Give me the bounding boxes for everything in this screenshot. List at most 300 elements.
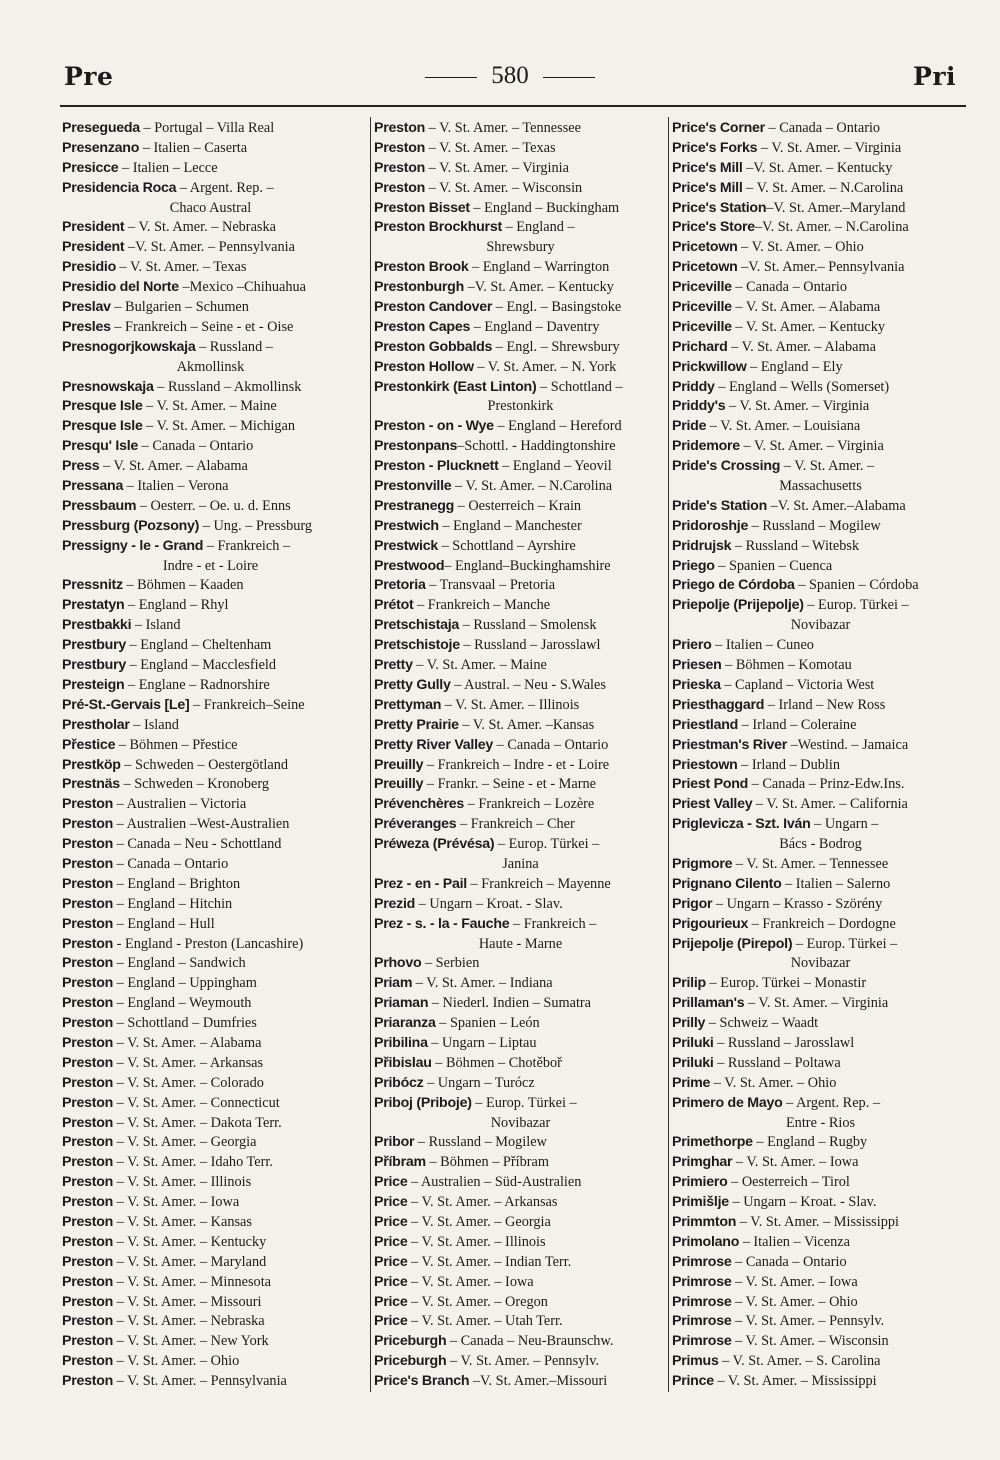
gazetteer-entry (62, 855, 359, 875)
entry-continuation-text: Chaco Austral (169, 199, 252, 216)
entry-headword: Price's Mill (672, 159, 743, 176)
gazetteer-entry (374, 199, 667, 219)
entry-location: – Russland – Poltawa (713, 1054, 841, 1071)
entry-headword: Presicce (62, 159, 119, 176)
entry-location: – Canada – Ontario (764, 120, 881, 136)
entry-location: – Ungarn – Kroat. - Slav. (415, 895, 563, 912)
entry-headword: Preston Brook (374, 259, 469, 276)
gazetteer-entry (672, 1014, 969, 1034)
entry-location: – V. St. Amer. – Alabama (731, 299, 881, 316)
entry-headword: Pribor (374, 1134, 415, 1151)
entry-headword: President (62, 219, 125, 236)
entry-location: – Frankreich – (203, 537, 291, 554)
entry-headword: Price (374, 1293, 408, 1310)
entry-continuation-text: Haute - Marne (478, 935, 563, 952)
entry-headword: Prévenchères (374, 796, 465, 813)
entry-location: – Austral. – Neu - S.Wales (450, 676, 606, 693)
entry-headword: Presles (62, 318, 111, 335)
entry-location: – Engl. – Shrewsbury (492, 338, 620, 355)
entry-headword: Preston (62, 1015, 114, 1032)
entry-location: – Ungarn – Liptau (427, 1034, 537, 1051)
entry-headword: Prestwick (374, 537, 438, 554)
gazetteer-entry (62, 1054, 359, 1074)
gazetteer-entry (374, 159, 667, 179)
entry-location: – Böhmen – Přestice (115, 736, 238, 753)
gazetteer-entry (672, 1233, 969, 1253)
entry-location: – England – Daventry (470, 318, 600, 335)
entry-continuation-text: Indre - et - Loire (162, 557, 259, 574)
entry-continuation (374, 397, 667, 417)
entry-headword: Priestland (672, 716, 739, 733)
gazetteer-entry (62, 1293, 359, 1313)
entry-headword: Presidio del Norte (62, 279, 179, 296)
gazetteer-entry (62, 636, 359, 656)
gazetteer-entry (672, 1153, 969, 1173)
entry-location: –Mexico –Chihuahua (178, 279, 306, 296)
gazetteer-entry (672, 1034, 969, 1054)
entry-headword: Presegueda (62, 120, 140, 136)
gazetteer-entry (374, 676, 667, 696)
entry-headword: Pretty (374, 657, 413, 674)
entry-location: – Spanien – León (435, 1015, 540, 1032)
gazetteer-entry (374, 218, 667, 238)
entry-location: – Russland – Jarosslawl (713, 1034, 855, 1051)
gazetteer-entry (374, 835, 667, 855)
gazetteer-entry (62, 159, 359, 179)
gazetteer-entry (62, 1332, 359, 1352)
gazetteer-entry (672, 437, 969, 457)
entry-continuation (672, 954, 969, 974)
gazetteer-entry (374, 417, 667, 437)
entry-headword: Prestonville (374, 478, 452, 495)
entry-headword: Pretty Prairie (374, 716, 459, 733)
entry-headword: Primrose (672, 1313, 732, 1330)
gazetteer-entry (374, 298, 667, 318)
entry-headword: Preston (62, 995, 114, 1012)
entry-headword: Prilly (672, 1015, 706, 1032)
entry-location: – Canada – Neu-Braunschw. (446, 1333, 614, 1350)
entry-headword: Prigourieux (672, 915, 749, 932)
gazetteer-entry (62, 477, 359, 497)
entry-location: – V. St. Amer. –Kansas (458, 716, 595, 733)
entry-headword: Preston (62, 975, 114, 992)
entry-headword: Prestnäs (62, 776, 120, 793)
gazetteer-entry (374, 1193, 667, 1213)
entry-location: – V. St. Amer. – N. York (473, 358, 617, 375)
entry-location: – V. St. Amer. – Kansas (113, 1213, 252, 1230)
entry-headword: Presque Isle (62, 418, 143, 435)
entry-headword: Priceville (672, 318, 732, 335)
gazetteer-entry (672, 378, 969, 398)
entry-headword: Preston (62, 1333, 114, 1350)
entry-continuation (62, 557, 359, 577)
entry-location: – V. St. Amer. – Dakota Terr. (113, 1114, 282, 1131)
gazetteer-entry (672, 537, 969, 557)
gazetteer-entry (374, 775, 667, 795)
entry-headword: Preston (62, 1233, 114, 1250)
entry-location: – Engl. – Basingstoke (492, 299, 622, 316)
entry-headword: Prime (672, 1074, 711, 1091)
entry-headword: Prijepolje (Pirepol) (672, 935, 793, 952)
entry-headword: Priaman (374, 995, 429, 1012)
entry-location: – Bulgarien – Schumen (110, 299, 249, 316)
column-2-entries (371, 117, 667, 1392)
entry-location: – Russland – Mogilew (414, 1134, 547, 1151)
gazetteer-entry (62, 835, 359, 855)
entry-headword: Priceville (672, 299, 732, 316)
entry-headword: Presnogorjkowskaja (62, 338, 196, 355)
entry-location: – Europ. Türkei – (494, 836, 600, 853)
entry-headword: Priestman's River (672, 736, 788, 753)
entry-continuation-text: Entre - Rios (785, 1114, 856, 1131)
entry-location: – Frankreich – Manche (413, 597, 551, 614)
entry-location: – V. St. Amer. – (780, 458, 875, 475)
entry-location: – V. St. Amer. – Utah Terr. (407, 1313, 563, 1330)
gazetteer-entry (374, 557, 667, 577)
entry-headword: Prillaman's (672, 995, 745, 1012)
entry-location: – Italien – Salerno (781, 875, 891, 892)
entry-location: – V. St. Amer. – Virginia (757, 139, 902, 156)
entry-headword: Prestköp (62, 756, 121, 773)
entry-location: – England – Manchester (438, 517, 582, 534)
gazetteer-entry (672, 736, 969, 756)
entry-location: – England – Hereford (493, 418, 622, 435)
column-3 (668, 117, 969, 1392)
entry-headword: Price (374, 1194, 408, 1211)
entry-continuation-text: Prestonkirk (487, 398, 554, 415)
gazetteer-entry (672, 557, 969, 577)
entry-location: – V. St. Amer. – Ohio (737, 239, 864, 256)
entry-headword: Preston Candover (374, 299, 493, 316)
entry-location: – Ungarn – Kroat. - Slav. (728, 1194, 877, 1211)
gazetteer-entry (672, 994, 969, 1014)
entry-location: – V. St. Amer. – Pennsylv. (446, 1353, 600, 1370)
entry-headword: Price (374, 1313, 408, 1330)
entry-headword: Price (374, 1273, 408, 1290)
gazetteer-entry (374, 1372, 667, 1392)
gazetteer-entry (62, 537, 359, 557)
gazetteer-entry (672, 756, 969, 776)
entry-headword: Primrose (672, 1293, 732, 1310)
entry-location: – Frankr. – Seine - et - Marne (423, 776, 596, 793)
gazetteer-entry (62, 1034, 359, 1054)
gazetteer-entry (62, 656, 359, 676)
entry-headword: Preston (62, 1213, 114, 1230)
gazetteer-entry (374, 1213, 667, 1233)
gazetteer-entry (62, 139, 359, 159)
gazetteer-entry (672, 218, 969, 238)
entry-headword: Priluki (672, 1034, 714, 1051)
entry-location: – England – Brighton (113, 875, 241, 892)
gazetteer-entry (62, 179, 359, 199)
entry-location: – England – Rhyl (124, 597, 229, 614)
entry-headword: Prestwood (374, 557, 445, 574)
entry-headword: Pretty River Valley (374, 736, 494, 753)
entry-location: – V. St. Amer. – Ohio (731, 1293, 858, 1310)
entry-location: – Canada – Ontario (113, 855, 229, 872)
gazetteer-entry (62, 417, 359, 437)
entry-location: – Argent. Rep. – (176, 179, 274, 196)
gazetteer-entry (374, 1153, 667, 1173)
entry-headword: Preston (62, 1313, 114, 1330)
gazetteer-entry (62, 1312, 359, 1332)
entry-headword: Pretty Gully (374, 676, 451, 693)
entry-location: – Europ. Türkei – (803, 597, 909, 614)
entry-location: – Ungarn – Turócz (423, 1074, 535, 1091)
entry-location: – Schottland – (536, 378, 623, 395)
entry-location: – Europ. Türkei – (792, 935, 898, 952)
entry-location: – Niederl. Indien – Sumatra (428, 995, 592, 1012)
entry-location: – V. St. Amer. – Missouri (113, 1293, 262, 1310)
gazetteer-entry (672, 1133, 969, 1153)
entry-location: – England – Buckingham (469, 199, 620, 216)
entry-location: – Böhmen – Komotau (721, 657, 852, 674)
entry-location: – Schweden – Oestergötland (120, 756, 289, 773)
entry-headword: Pré-St.-Gervais [Le] (62, 696, 190, 713)
gazetteer-entry (62, 1233, 359, 1253)
entry-location: – V. St. Amer. – Louisiana (706, 418, 861, 435)
entry-headword: Prickwillow (672, 358, 747, 375)
column-1-entries (62, 119, 359, 1392)
entry-headword: Preston Capes (374, 318, 471, 335)
gazetteer-entry (672, 696, 969, 716)
gazetteer-entry (62, 437, 359, 457)
entry-headword: Priego (672, 557, 715, 574)
entry-headword: Preston (62, 955, 114, 972)
entry-location: – Ungarn – Krasso - Szörény (712, 895, 883, 912)
entry-location: – V. St. Amer. – Illinois (441, 696, 580, 713)
entry-headword: Priego de Córdoba (672, 577, 795, 594)
entry-location: – England – (501, 219, 575, 236)
entry-headword: President (62, 239, 125, 256)
gazetteer-entry (374, 1332, 667, 1352)
entry-headword: Prestholar (62, 716, 130, 733)
gazetteer-entry (672, 656, 969, 676)
entry-headword: Preston (62, 875, 114, 892)
gazetteer-entry (672, 1273, 969, 1293)
gazetteer-entry (672, 1074, 969, 1094)
gazetteer-entry (672, 716, 969, 736)
entry-headword: Primus (672, 1353, 719, 1370)
gazetteer-entry (374, 1034, 667, 1054)
entry-location: – V. St. Amer. – Tennessee (425, 120, 581, 136)
entry-location: – V. St. Amer. – Kentucky (113, 1233, 267, 1250)
entry-location: – V. St. Amer. – Oregon (407, 1293, 548, 1310)
gazetteer-entry (374, 915, 667, 935)
entry-headword: Pride's Station (672, 497, 768, 514)
entry-headword: Pridoroshje (672, 517, 749, 534)
gazetteer-entry (62, 1114, 359, 1134)
gazetteer-entry (374, 497, 667, 517)
gazetteer-entry (672, 1312, 969, 1332)
gazetteer-entry (62, 1352, 359, 1372)
entry-headword: Priddy's (672, 398, 726, 415)
entry-headword: Priestown (672, 756, 738, 773)
gazetteer-entry (672, 775, 969, 795)
entry-location: – Russland – Smolensk (459, 617, 597, 634)
gazetteer-entry (672, 815, 969, 835)
entry-location: – England – Wells (Somerset) (714, 378, 890, 395)
gazetteer-entry (62, 815, 359, 835)
entry-headword: Prestonpans (374, 438, 458, 455)
gazetteer-entry (374, 278, 667, 298)
entry-location: – Englane – Radnorshire (124, 676, 270, 693)
entry-location: – V. St. Amer. – Indian Terr. (407, 1253, 572, 1270)
entry-continuation (62, 199, 359, 219)
gazetteer-entry (672, 179, 969, 199)
entry-headword: Pride's Crossing (672, 458, 781, 475)
gazetteer-entry (62, 775, 359, 795)
entry-headword: Preston (62, 1034, 114, 1051)
entry-headword: Preston (62, 1134, 114, 1151)
gazetteer-entry (62, 258, 359, 278)
entry-headword: Price's Forks (672, 139, 758, 156)
gazetteer-entry (374, 954, 667, 974)
entry-headword: Primolano (672, 1233, 740, 1250)
entry-headword: Preston (62, 1194, 114, 1211)
gazetteer-entry (374, 716, 667, 736)
gazetteer-entry (672, 915, 969, 935)
gazetteer-entry (672, 935, 969, 955)
entry-headword: Preston (62, 1353, 114, 1370)
entry-headword: Preston (62, 935, 114, 952)
gazetteer-entry (374, 119, 667, 139)
gazetteer-entry (374, 636, 667, 656)
gazetteer-entry (62, 1014, 359, 1034)
entry-headword: Preston (62, 1154, 114, 1171)
gazetteer-entry (672, 636, 969, 656)
gazetteer-entry (62, 696, 359, 716)
entry-location: – Russland – Akmollinsk (153, 378, 302, 395)
gazetteer-entry (672, 1293, 969, 1313)
gazetteer-entry (672, 895, 969, 915)
entry-location: – Schottland – Dumfries (113, 1015, 257, 1032)
entry-location: – Russland – (195, 338, 273, 355)
entry-location: – V. St. Amer. – Ohio (113, 1353, 240, 1370)
entry-location: –V. St. Amer. – Kentucky (464, 279, 614, 296)
entry-headword: Prilip (672, 975, 706, 992)
entry-location: – V. St. Amer. – Iowa (407, 1273, 534, 1290)
entry-location: –V. St. Amer.–Maryland (766, 199, 906, 216)
entry-headword: Preston (62, 836, 114, 853)
gazetteer-entry (374, 1094, 667, 1114)
entry-continuation (374, 1114, 667, 1134)
entry-headword: Pribilina (374, 1034, 428, 1051)
entry-headword: Prettyman (374, 696, 442, 713)
entry-headword: Preston (374, 159, 426, 176)
entry-headword: Priboj (Priboje) (374, 1094, 472, 1111)
gazetteer-entry (62, 616, 359, 636)
entry-location: – England – Hitchin (113, 895, 233, 912)
entry-headword: Preston (62, 796, 114, 813)
entry-headword: Presteign (62, 676, 125, 693)
entry-headword: Prestonburgh (374, 279, 465, 296)
entry-location: – Frankreich–Seine (189, 696, 305, 713)
entry-location: – Spanien – Cuenca (714, 557, 833, 574)
entry-location: – V. St. Amer. – Pennsylv. (731, 1313, 885, 1330)
gazetteer-entry (672, 397, 969, 417)
entry-location: – V. St. Amer. – Illinois (407, 1233, 546, 1250)
entry-location: – V. St. Amer. – Colorado (113, 1074, 264, 1091)
entry-location: – Canada – Prinz-Edw.Ins. (748, 776, 905, 793)
entry-continuation-text: Akmollinsk (176, 358, 245, 375)
entry-location: – Italien – Vicenza (739, 1233, 850, 1250)
entry-location: – V. St. Amer. – California (752, 796, 908, 813)
entry-headword: Pricetown (672, 259, 738, 276)
entry-headword: Priest Valley (672, 796, 753, 813)
entry-headword: Price's Corner (672, 120, 765, 136)
gazetteer-entry (374, 736, 667, 756)
gazetteer-entry (374, 696, 667, 716)
entry-location: – Italien – Lecce (118, 159, 218, 176)
entry-headword: Primero de Mayo (672, 1094, 783, 1111)
entry-location: – England–Buckinghamshire (444, 557, 611, 574)
column-1 (62, 119, 359, 1389)
entry-location: – England – Sandwich (113, 955, 246, 972)
entry-location: – Australien – Victoria (113, 796, 247, 813)
header-rule (60, 105, 966, 107)
entry-headword: Priaranza (374, 1015, 436, 1032)
entry-location: – Schweiz – Waadt (705, 1015, 819, 1032)
entry-location: – Australien – Süd-Australien (407, 1174, 582, 1191)
entry-location: – V. St. Amer. – Michigan (142, 418, 295, 435)
gazetteer-entry (672, 318, 969, 338)
gazetteer-entry (62, 318, 359, 338)
gazetteer-entry (62, 278, 359, 298)
header-dash-right (543, 77, 595, 78)
gazetteer-entry (672, 576, 969, 596)
entry-location: – V. St. Amer. – Georgia (407, 1213, 551, 1230)
gazetteer-entry (672, 1352, 969, 1372)
entry-location: – V. St. Amer. – Virginia (739, 438, 884, 455)
entry-headword: Prezid (374, 895, 416, 912)
entry-headword: Preston (62, 1054, 114, 1071)
gazetteer-entry (672, 875, 969, 895)
entry-location: – Irland – New Ross (764, 696, 886, 713)
entry-headword: Priesthaggard (672, 696, 765, 713)
entry-location: – Ung. – Pressburg (199, 517, 313, 534)
gazetteer-entry (62, 378, 359, 398)
entry-headword: Prez - s. - la - Fauche (374, 915, 510, 932)
entry-headword: Pretschistaja (374, 617, 460, 634)
entry-location: – England – Uppingham (113, 975, 257, 992)
entry-location: – V. St. Amer. – Texas (425, 139, 556, 156)
entry-location: – V. St. Amer. – Ohio (710, 1074, 837, 1091)
entry-headword: Přestice (62, 736, 116, 753)
entry-headword: Pricetown (672, 239, 738, 256)
entry-headword: Presque Isle (62, 398, 143, 415)
entry-continuation-text: Novibazar (790, 955, 851, 972)
entry-location: – Böhmen – Chotěboř (431, 1054, 562, 1071)
gazetteer-entry (62, 596, 359, 616)
entry-location: – V. St. Amer. – Idaho Terr. (113, 1154, 273, 1171)
entry-headword: Preston (62, 1114, 114, 1131)
entry-headword: Primrose (672, 1253, 732, 1270)
entry-location: – Argent. Rep. – (782, 1094, 881, 1111)
entry-location: – V. St. Amer. – S. Carolina (718, 1353, 881, 1370)
gazetteer-entry (374, 656, 667, 676)
gazetteer-entry (374, 1074, 667, 1094)
gazetteer-entry (374, 179, 667, 199)
entry-location: –V. St. Amer.–Alabama (767, 497, 906, 514)
gazetteer-entry (672, 795, 969, 815)
entry-location: – England – Ely (746, 358, 843, 375)
gazetteer-entry (672, 974, 969, 994)
entry-headword: Preston Hollow (374, 358, 474, 375)
entry-headword: Preston (374, 139, 426, 156)
entry-continuation (672, 1114, 969, 1134)
entry-location: – Russland – Jarosslawl (459, 637, 601, 654)
